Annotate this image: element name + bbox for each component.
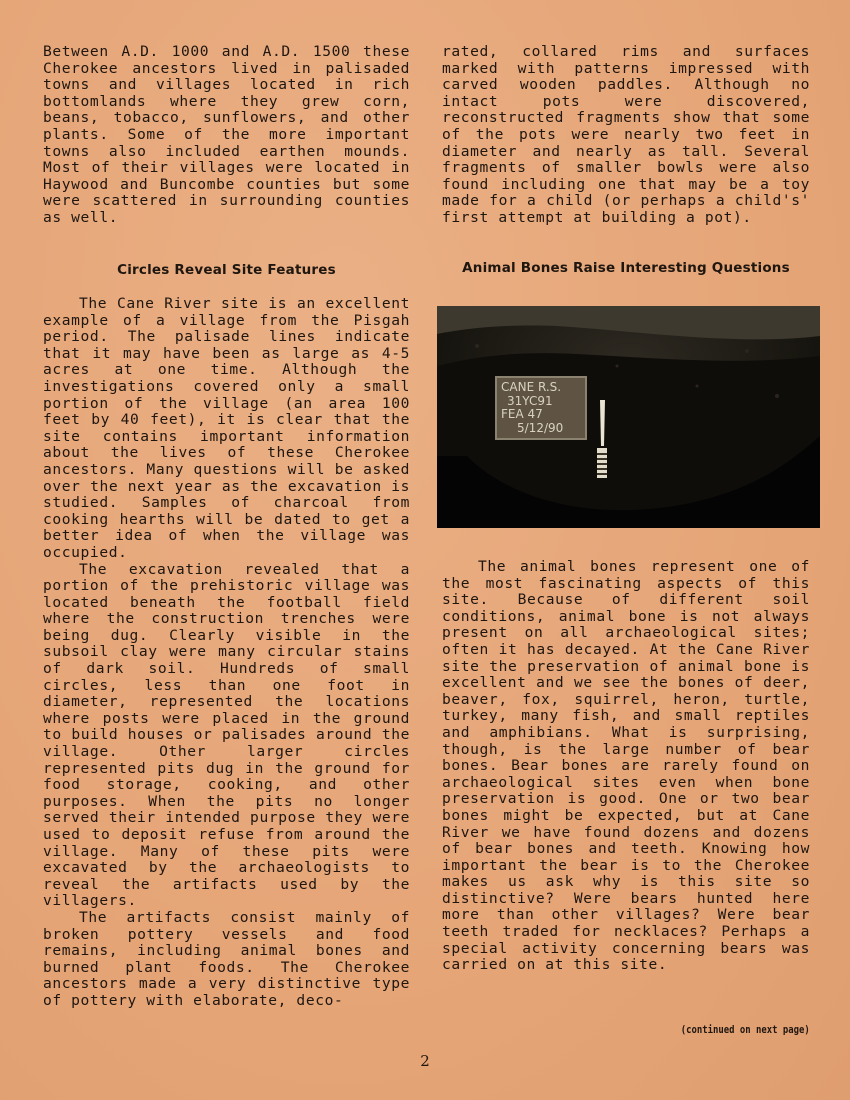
sign-line: FEA 47 bbox=[501, 407, 543, 421]
sign-line: 31YC91 bbox=[507, 393, 553, 408]
paragraph: The artifacts consist mainly of broken pottery vessels and food remains, including animal bones and burned plant foods. The Cherokee ancestors made a very distinctive type of pottery with elaborate, deco- bbox=[43, 908, 410, 1009]
sign-line: 5/12/90 bbox=[517, 420, 564, 435]
right-column-body bbox=[442, 559, 810, 974]
paragraph: The Cane River site is an excellent example of a village from the Pisgah period. The palisade lines indicate that it may have been as large as 4-5 acres at one time. Although the investigations covered only a small portion of the village (an area 100 feet by 40 feet), it is clear that the site contains important information about the lives of these Cherokee ancestors. Many questions will be asked over the next year as the excavation is studied. Samples of charcoal from cooking hearths will be dated to get a better idea of when the village was occupied. bbox=[43, 295, 410, 561]
continued-note: (continued on next page) bbox=[681, 1024, 810, 1036]
section-heading-circles: Circles Reveal Site Features bbox=[117, 262, 336, 278]
page-number: 2 bbox=[420, 1052, 430, 1070]
paragraph: The animal bones represent one of the most fascinating aspects of this site. Because of different soil conditions, animal bone is not always present on all archaeological sites; often it has decayed. At the Cane River site the preservation of animal bone is excellent and we see the bones of deer, beaver, fox, squirrel, heron, turtle, turkey, many fish, and small reptiles and amphibians. What is surprising, though, is the large number of bear bones. Bear bones are rarely found on archaeological sites even when bone preservation is good. One or two bear bones might be expected, but at Cane River we have found dozens and dozens of bear bones and teeth. Knowing how important the bear is to the Cherokee makes us ask why is this site so distinctive? Were bears hunted here more than other villages? Were bear teeth traded for necklaces? Perhaps a special activity concerning bears was carried on at this site. bbox=[442, 558, 810, 974]
left-column-intro bbox=[43, 44, 410, 227]
section-heading-animal-bones: Animal Bones Raise Interesting Questions bbox=[462, 260, 790, 276]
right-column-intro bbox=[442, 44, 810, 227]
left-column-body bbox=[43, 296, 410, 1010]
paragraph: rated, collared rims and surfaces marked with patterns impressed with carved wooden paddles. Although no intact pots were discovered, reconstructed fragments show that some of the pots were nearly two feet in diameter and nearly as tall. Several fragments of smaller bowls were also found including one that may be a toy made for a child (or perhaps a child's' first attempt at building a pot). bbox=[442, 43, 810, 226]
sign-line: CANE R.S. bbox=[501, 380, 562, 394]
feature-sign bbox=[495, 376, 587, 440]
paragraph: Between A.D. 1000 and A.D. 1500 these Cherokee ancestors lived in palisaded towns and villages located in rich bottomlands where they grew corn, beans, tobacco, sunflowers, and other plants. Some of the more important towns also included earthen mounds. Most of their villages were located in Haywood and Buncombe counties but some were scattered in surrounding counties as well. bbox=[43, 43, 410, 226]
paragraph: The excavation revealed that a portion of the prehistoric village was located beneath the football field where the construction trenches were being dug. Clearly visible in the subsoil clay were many circular stains of dark soil. Hundreds of small circles, less than one foot in diameter, represented the locations where posts were placed in the ground to build houses or palisades around the village. Other larger circles represented pits dug in the ground for food storage, cooking, and other purposes. When the pits no longer served their intended purpose they were used to deposit refuse from around the village. Many of these pits were excavated by the archaeologists to reveal the artifacts used by the villagers. bbox=[43, 560, 410, 910]
excavation-photo bbox=[437, 306, 820, 528]
